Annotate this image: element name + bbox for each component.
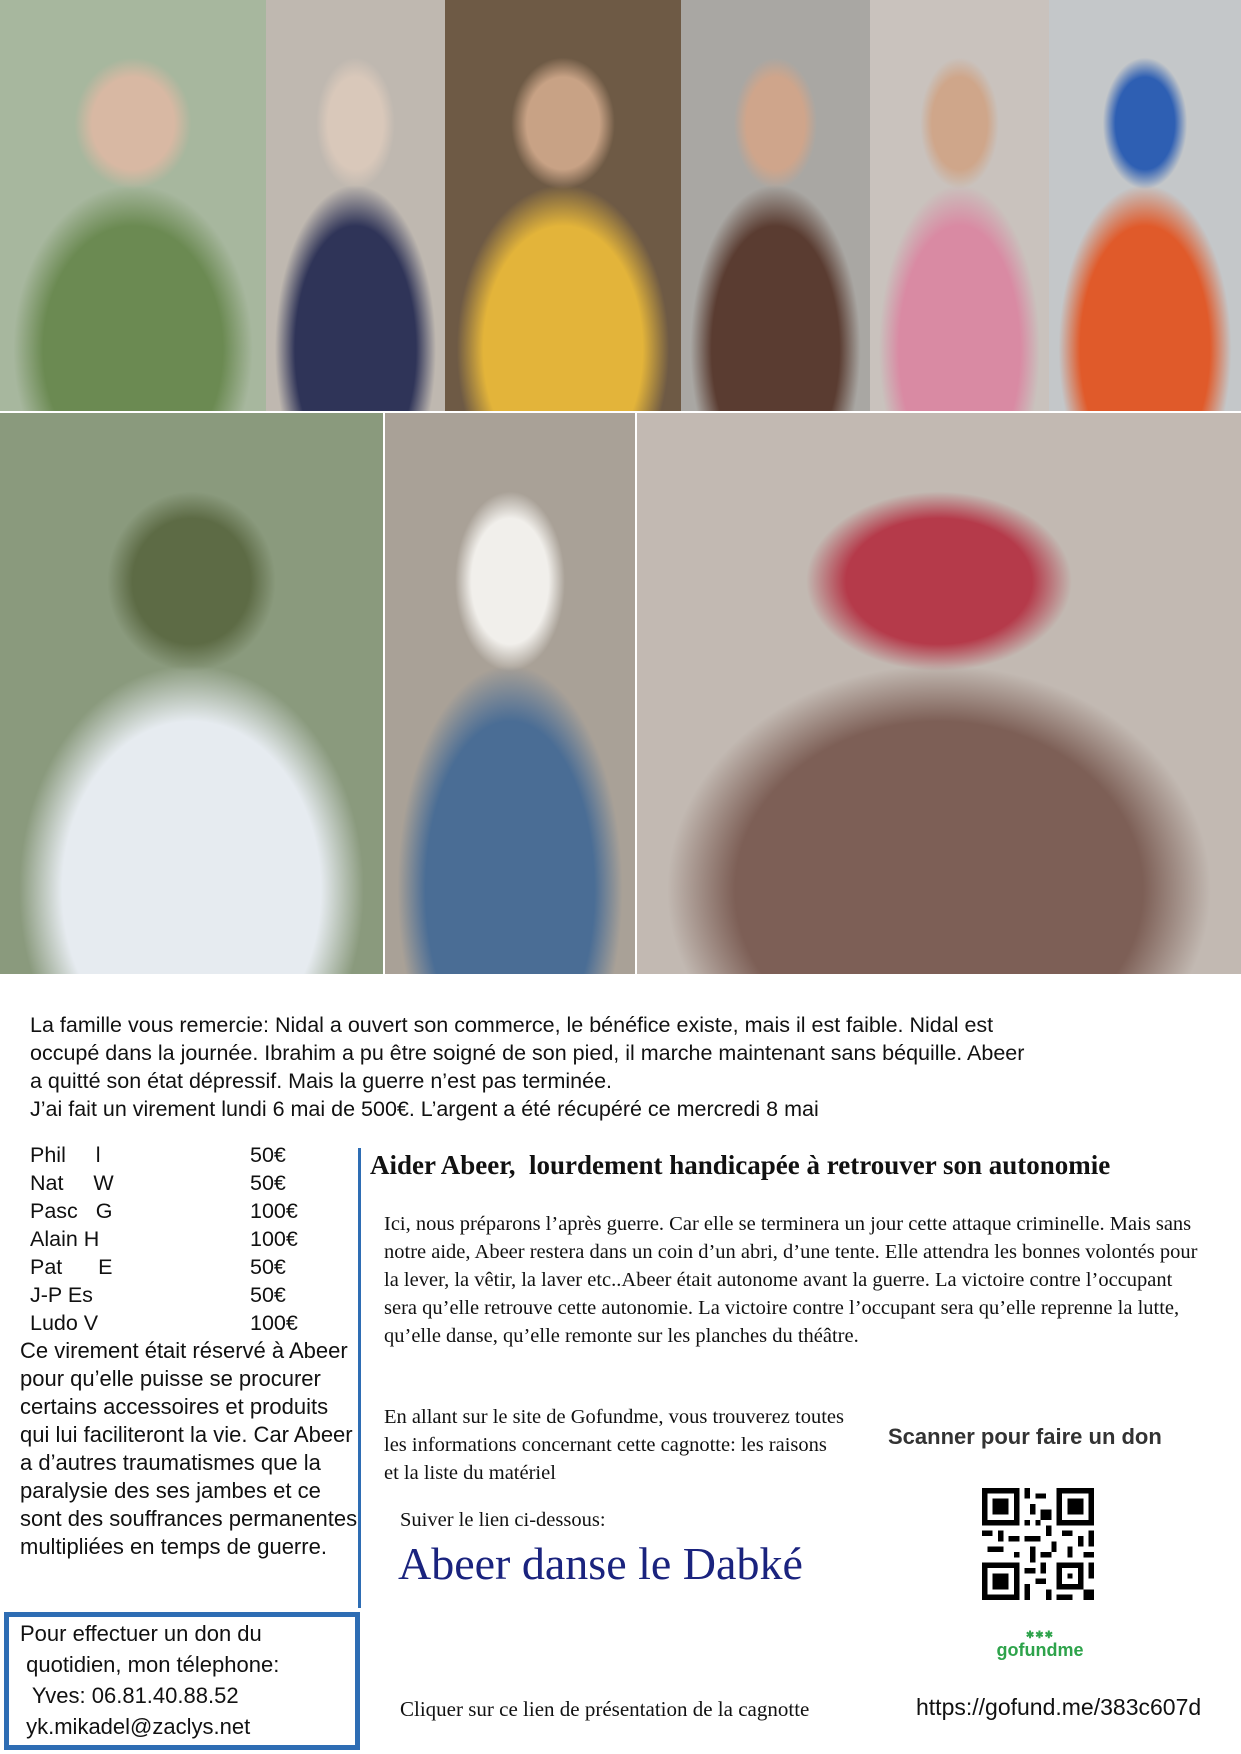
photo-family-group (637, 413, 1241, 974)
donor-amount: 50€ (250, 1143, 286, 1167)
donor-name: J-P Es (30, 1283, 93, 1307)
contact-email: yk.mikadel@zaclys.net (20, 1714, 251, 1739)
donor-name: Phil l (30, 1143, 101, 1167)
column-divider (358, 1148, 361, 1608)
photo-child-orange-blue-shirt (1049, 0, 1241, 411)
contact-line: quotidien, mon télephone: (20, 1652, 280, 1677)
thanks-line: occupé dans la journée. Ibrahim a pu être soigné de son pied, il marche maintenant sans béquille. Abeer (30, 1041, 1025, 1065)
photo-young-man-striped-shirt (0, 413, 383, 974)
donor-row (30, 1253, 330, 1281)
sprout-icon: ✱✱✱ (1025, 1630, 1055, 1641)
donor-amount: 50€ (250, 1171, 286, 1195)
photo-child-navy-sweater (266, 0, 445, 411)
follow-label: Suiver le lien ci-dessous: (400, 1509, 606, 1531)
donor-row (30, 1281, 330, 1309)
campaign-url-link[interactable]: https://gofund.me/383c607d (916, 1694, 1202, 1720)
donor-amount: 50€ (250, 1283, 286, 1307)
contact-line: Pour effectuer un don du (20, 1621, 262, 1646)
headline: Aider Abeer, lourdement handicapée à retrouver son autonomie (370, 1150, 1111, 1180)
presentation-label: Cliquer sur ce lien de présentation de la cagnotte (400, 1697, 810, 1721)
donor-row (30, 1141, 330, 1169)
contact-phone: Yves: 06.81.40.88.52 (20, 1683, 239, 1708)
gofundme-info-paragraph: En allant sur le site de Gofundme, vous trouverez toutes les informations concernant cette cagnotte: les raisons et la liste du matériel (384, 1406, 844, 1484)
photo-child-face-paint-green-sweater (0, 0, 266, 411)
donor-amount: 100€ (250, 1227, 298, 1251)
reserve-paragraph: Ce virement était réservé à Abeer pour qu’elle puisse se procurer certains accessoires et produits qui lui faciliteront la vie. Car Abeer a d’autres traumatismes que la paralysie des ses jambes et ce sont des souffrances permanentes multipliées en temps de guerre. (20, 1338, 358, 1559)
photo-girl-pink-dress (870, 0, 1049, 411)
gofundme-logo-text: gofundme (996, 1640, 1084, 1660)
donor-name: Alain H (30, 1227, 100, 1251)
campaign-link[interactable]: Abeer danse le Dabké (398, 1538, 803, 1589)
thanks-paragraph (30, 1011, 1210, 1123)
donor-name: Pat E (30, 1255, 113, 1279)
donor-row (30, 1169, 330, 1197)
donor-row (30, 1309, 330, 1337)
donor-row (30, 1197, 330, 1225)
donor-name: Nat W (30, 1171, 114, 1195)
thanks-line: a quitté son état dépressif. Mais la guerre n’est pas terminée. (30, 1069, 613, 1093)
donor-list (30, 1141, 330, 1337)
donor-amount: 100€ (250, 1199, 298, 1223)
appeal-paragraph: Ici, nous préparons l’après guerre. Car elle se terminera un jour cette attaque criminelle. Mais sans notre aide, Abeer restera dans un coin d’un abri, d’une tente. Elle attendra les bonnes volontés pour la lever, la vêtir, la laver etc..Abeer était autonome avant la guerre. La victoire contre l’occupant sera qu’elle retrouve cette autonomie. La victoire contre l’occupant sera qu’elle reprenne la lutte, qu’elle danse, qu’elle remonte sur les planches du théâtre. (384, 1213, 1198, 1347)
qr-code-icon[interactable] (982, 1488, 1094, 1600)
donor-amount: 100€ (250, 1311, 298, 1335)
photo-young-man-denim-jacket (385, 413, 635, 974)
donor-name: Pasc G (30, 1199, 113, 1223)
contact-box (20, 1618, 279, 1742)
thanks-line: La famille vous remercie: Nidal a ouvert son commerce, le bénéfice existe, mais il est faible. Nidal est (30, 1013, 994, 1037)
donor-amount: 50€ (250, 1255, 286, 1279)
thanks-line: J’ai fait un virement lundi 6 mai de 500€. L’argent a été récupéré ce mercredi 8 mai (30, 1097, 819, 1121)
donor-row (30, 1225, 330, 1253)
scan-label: Scanner pour faire un don (888, 1424, 1162, 1449)
photo-child-brown-hoodie (681, 0, 870, 411)
gofundme-logo (990, 1632, 1090, 1661)
photo-child-yellow-shirt-peace-sign (445, 0, 681, 411)
donor-name: Ludo V (30, 1311, 99, 1335)
